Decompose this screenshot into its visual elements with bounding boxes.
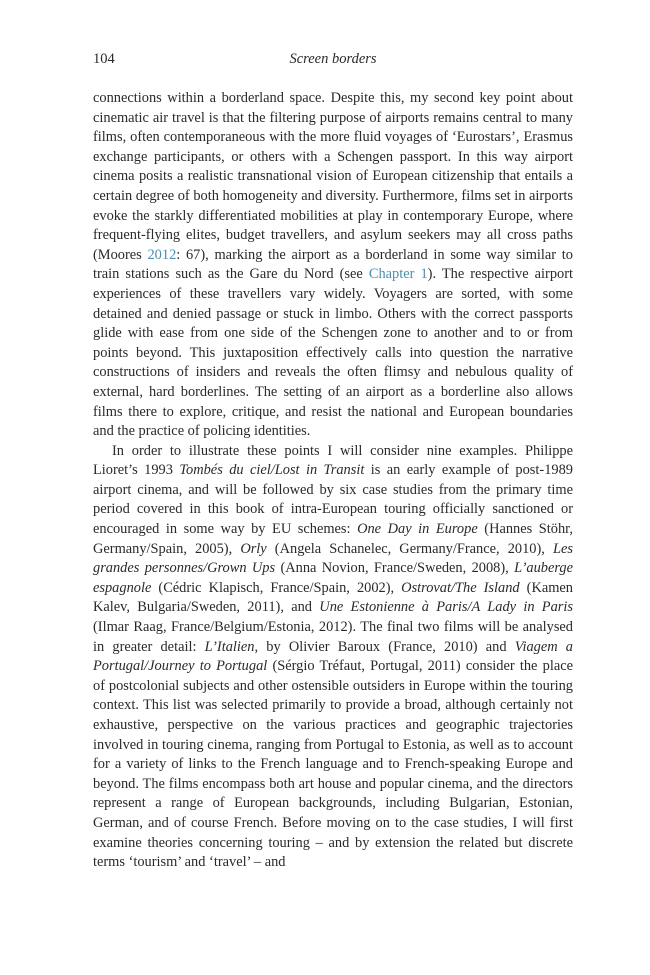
p2-text-3: (Hannes Stöhr, Germany/Spain, 2005), bbox=[93, 521, 573, 557]
paragraph-2 bbox=[93, 442, 573, 873]
paragraph-1 bbox=[93, 89, 573, 442]
p2-text-9: , by Olivier Baroux (France, 2010) and bbox=[254, 638, 515, 655]
p1-text-2: : 67), marking the airport as a borderland in some way similar to train stations such as the Gare du Nord (see bbox=[93, 246, 573, 283]
p1-text-1: connections within a borderland space. Despite this, my second key point about cinematic air travel is that the filtering purpose of airports remains central to many films, often contemporaneous with the more fluid voyages of ‘Eurostars’, Erasmus exchange participants, or others with a Schengen passport. In this way airport cinema posits a realistic transnational vision of European citizenship that entails a certain degree of both homogeneity and diversity. Furthermore, films set in airports evoke the starkly differentiated mobilities at play in contemporary Europe, where frequent-flying elites, budget travellers, and asylum seekers may all cross paths (Moores bbox=[93, 90, 573, 263]
film-title-tombes-du-ciel: Tombés du ciel/Lost in Transit bbox=[179, 462, 365, 479]
p2-text-4: (Angela Schanelec, Germany/France, 2010), bbox=[266, 540, 553, 557]
film-title-les-grandes-personnes: Les grandes personnes/Grown Ups bbox=[93, 540, 573, 577]
film-title-one-day-in-europe: One Day in Europe bbox=[357, 521, 478, 538]
chapter-1-link[interactable]: Chapter 1 bbox=[368, 266, 428, 283]
film-title-viagem-a-portugal: Viagem a Portugal/Journey to Portugal bbox=[93, 638, 573, 675]
running-title: Screen borders bbox=[289, 51, 377, 67]
p2-text-1: In order to illustrate these points I will consider nine examples. Philippe Lioret’s 1993 bbox=[93, 442, 573, 479]
page-number: 104 bbox=[93, 51, 115, 67]
film-title-une-estonienne-a-paris: Une Estonienne à Paris/A Lady in Paris bbox=[319, 599, 573, 616]
film-title-ostrovat: Ostrovat/The Island bbox=[401, 579, 520, 596]
p1-text-3: ). The respective airport experiences of these travellers vary widely. Voyagers are sorted, with some detained and denied passage or stuck in limbo. Others with the correct passports glide with ease from one side of the Schengen zone to another and to or from points beyond. This juxtaposition effectively calls into question the narrative constructions of insiders and reveals the often flimsy and nebulous quality of external, hard borderlines. The setting of an airport as a borderline also allows films there to explore, critique, and resist the national and European boundaries and the practice of policing identities. bbox=[93, 266, 573, 440]
p2-text-7: (Kamen Kalev, Bulgaria/Sweden, 2011), and bbox=[93, 579, 573, 616]
film-title-litalien: L’Italien bbox=[204, 638, 255, 655]
p2-text-6: (Cédric Klapisch, France/Spain, 2002), bbox=[151, 579, 402, 596]
film-title-lauberge-espagnole: L’auberge espagnole bbox=[93, 560, 574, 596]
p2-text-5: (Anna Novion, France/Sweden, 2008), bbox=[275, 560, 515, 577]
p2-text-8: (Ilmar Raag, France/Belgium/Estonia, 2012). The final two films will be analysed in greater detail: bbox=[93, 619, 573, 655]
body-text bbox=[93, 89, 573, 873]
film-title-orly: Orly bbox=[240, 540, 267, 557]
p2-text-2: is an early example of post-1989 airport cinema, and will be followed by six case studies from the primary time period covered in this book of intra-European touring officially sanctioned or encouraged in some way by EU schemes: bbox=[93, 462, 573, 538]
p2-text-10: (Sérgio Tréfaut, Portugal, 2011) consider the place of postcolonial subjects and other ostensible outsiders in Europe within the touring context. This list was selected primarily to provide a broad, although certainly not exhaustive, perspective on the various practices and geographic trajectories involved in touring cinema, ranging from Portugal to Estonia, as well as to account for a variety of links to the French language and to French-speaking Europe and beyond. The films encompass both art house and popular cinema, and the directors represent a range of European backgrounds, including Bulgarian, Estonian, German, and of course French. Before moving on to the case studies, I will first examine theories concerning touring – and by extension the related but discrete terms ‘tourism’ and ‘travel’ – and bbox=[93, 658, 573, 871]
citation-link-2012[interactable]: 2012 bbox=[147, 246, 177, 263]
